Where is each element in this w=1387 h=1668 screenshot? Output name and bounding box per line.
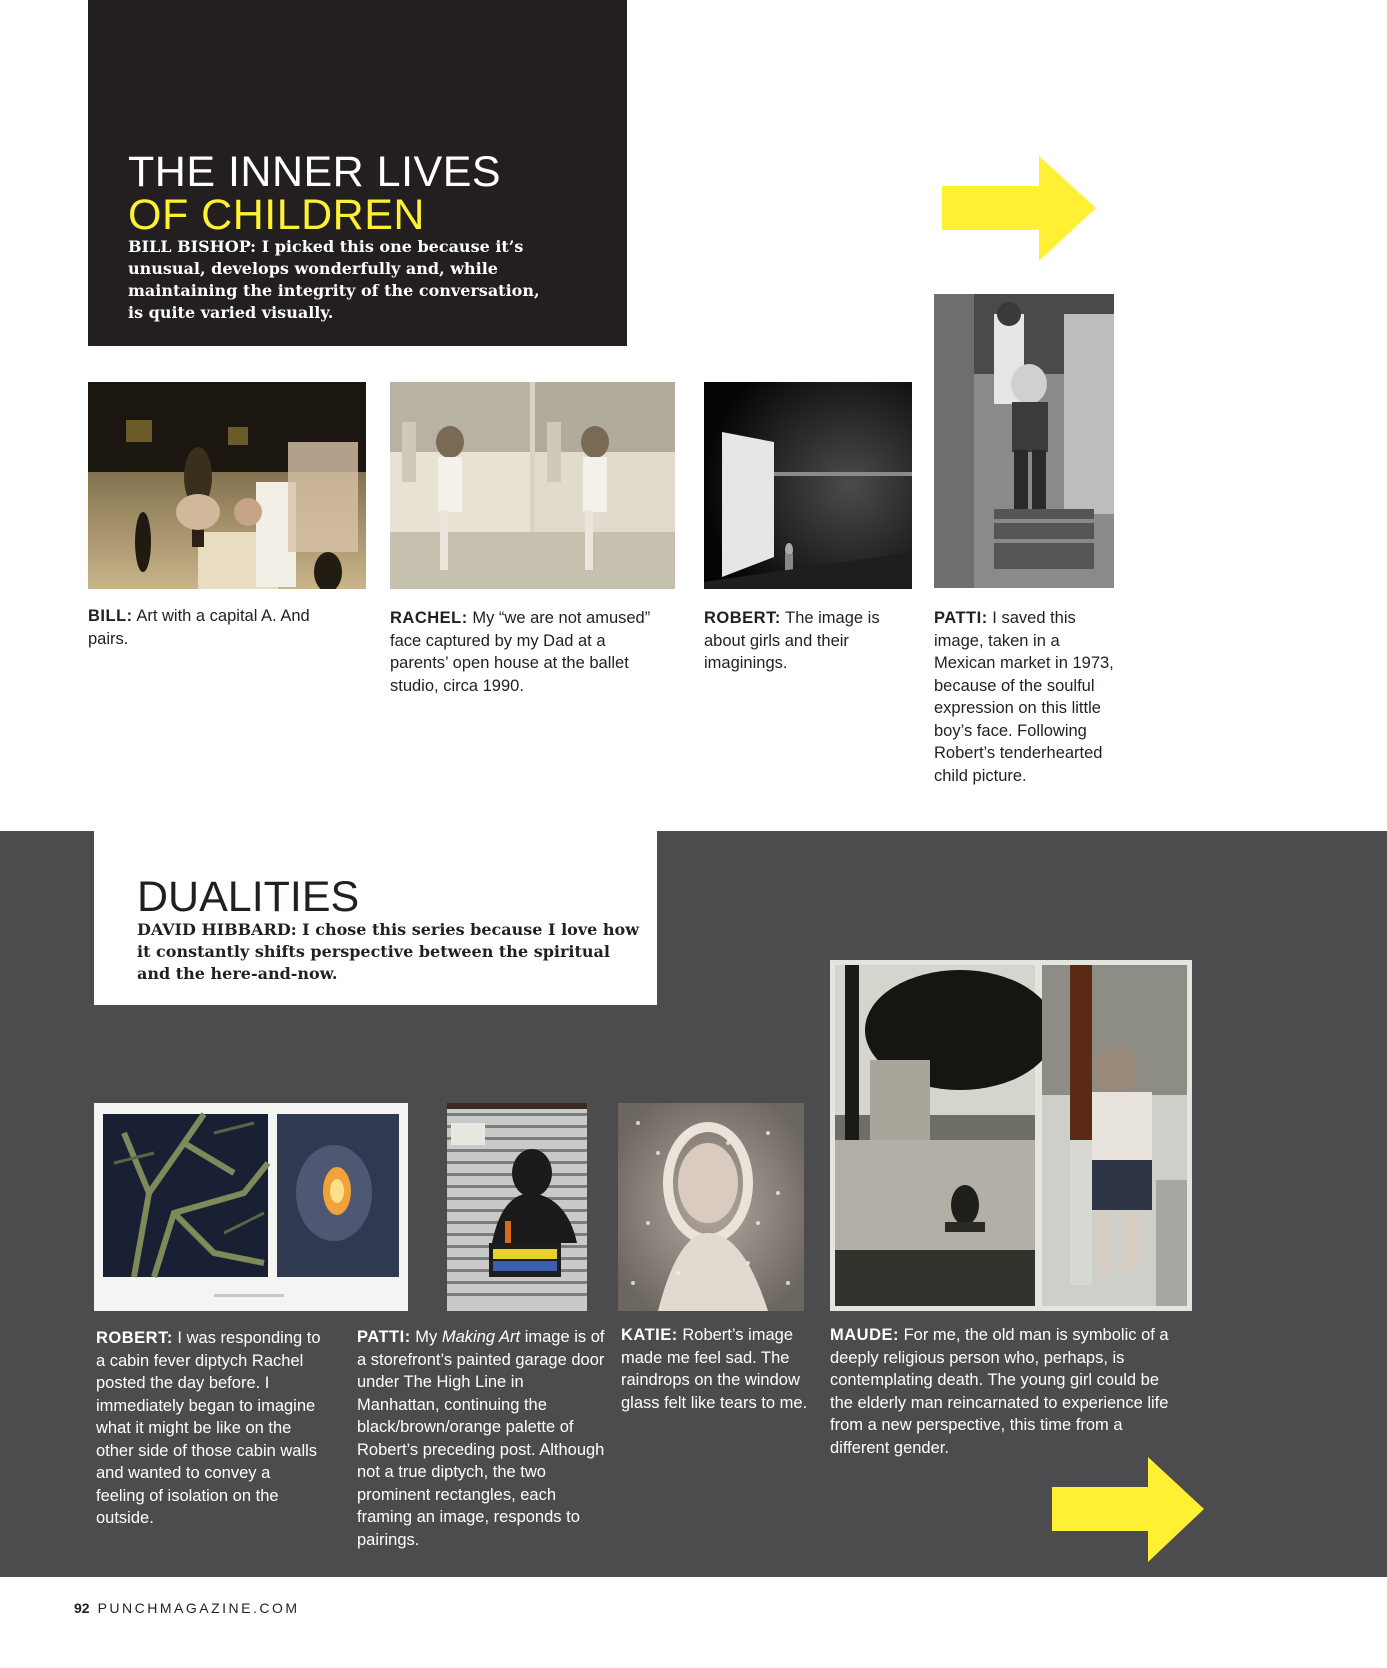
caption-rachel xyxy=(390,607,660,697)
caption-maude-name: MAUDE: xyxy=(830,1326,899,1344)
photo-robert-girl xyxy=(704,382,912,589)
section1-title-line2: OF CHILDREN xyxy=(128,191,425,239)
caption-patti-1 xyxy=(934,607,1114,787)
photo-robert-trees xyxy=(94,1103,408,1311)
caption-katie-text: Robert’s image made me feel sad. The raindrops on the window glass felt like tears to me. xyxy=(621,1326,808,1412)
caption-maude xyxy=(830,1324,1185,1459)
caption-rachel-text: My “we are not amused” face captured by my Dad at a parents’ open house at the ballet studio, circa 1990. xyxy=(390,609,651,695)
page-footer xyxy=(74,1600,300,1616)
caption-robert-2-name: ROBERT: xyxy=(96,1329,173,1347)
section1-header xyxy=(88,0,627,346)
caption-patti-2 xyxy=(357,1326,607,1551)
caption-bill-name: BILL: xyxy=(88,607,133,625)
caption-robert-2 xyxy=(96,1327,321,1530)
caption-bill-text: Art with a capital A. And pairs. xyxy=(88,607,310,648)
section2-title: DUALITIES xyxy=(137,873,360,921)
section2-header xyxy=(94,831,657,1005)
next-arrow-icon-2 xyxy=(1052,1457,1204,1562)
caption-katie xyxy=(621,1324,811,1414)
caption-katie-name: KATIE: xyxy=(621,1326,678,1344)
caption-maude-text: For me, the old man is symbolic of a deeply religious person who, perhaps, is contemplating death. The young girl could be the elderly man reincarnated to experience life from a new perspective, this time from a different gender. xyxy=(830,1326,1169,1457)
caption-patti-2-italic: Making Art xyxy=(441,1328,521,1346)
caption-robert-1 xyxy=(704,607,894,675)
section2-intro: DAVID HIBBARD: I chose this series because I love how it constantly shifts perspective between the spiritual and the here-and-now. xyxy=(137,920,639,983)
section1-intro: BILL BISHOP: I picked this one because it’s unusual, develops wonderfully and, while maintaining the integrity of the conversation, is quite varied visually. xyxy=(128,237,540,322)
photo-maude-diptych xyxy=(830,960,1192,1311)
next-arrow-icon xyxy=(942,156,1096,261)
photo-patti-storefront xyxy=(447,1103,587,1311)
caption-patti-1-name: PATTI: xyxy=(934,609,988,627)
photo-rachel-ballet xyxy=(390,382,675,589)
photo-patti-market-boy xyxy=(934,294,1114,588)
caption-bill xyxy=(88,605,328,650)
section1-title-line1: THE INNER LIVES xyxy=(128,148,502,196)
caption-patti-2-text-a: My xyxy=(410,1328,442,1346)
caption-patti-2-name: PATTI: xyxy=(357,1328,411,1346)
caption-patti-2-text-b: image is of a storefront’s painted garage door under The High Line in Manhattan, continuing the black/brown/orange palette of Robert’s preceding post. Although not a true diptych, the two prominent rectangles, each framing an image, responds to pairings. xyxy=(357,1328,605,1549)
page-number: 92 xyxy=(74,1600,90,1616)
caption-robert-2-text: I was responding to a cabin fever diptych Rachel posted the day before. I immediately began to imagine what it might be like on the other side of those cabin walls and wanted to convey a feeling of isolation on the outside. xyxy=(96,1329,321,1527)
caption-robert-1-text: The image is about girls and their imaginings. xyxy=(704,609,880,672)
photo-katie-raindrops xyxy=(618,1103,804,1311)
caption-robert-1-name: ROBERT: xyxy=(704,609,781,627)
photo-bill-museum xyxy=(88,382,366,589)
caption-rachel-name: RACHEL: xyxy=(390,609,468,627)
caption-patti-1-text: I saved this image, taken in a Mexican market in 1973, because of the soulful expression on this little boy’s face. Following Robert’s tenderhearted child picture. xyxy=(934,609,1114,785)
footer-site: PUNCHMAGAZINE.COM xyxy=(97,1600,300,1616)
